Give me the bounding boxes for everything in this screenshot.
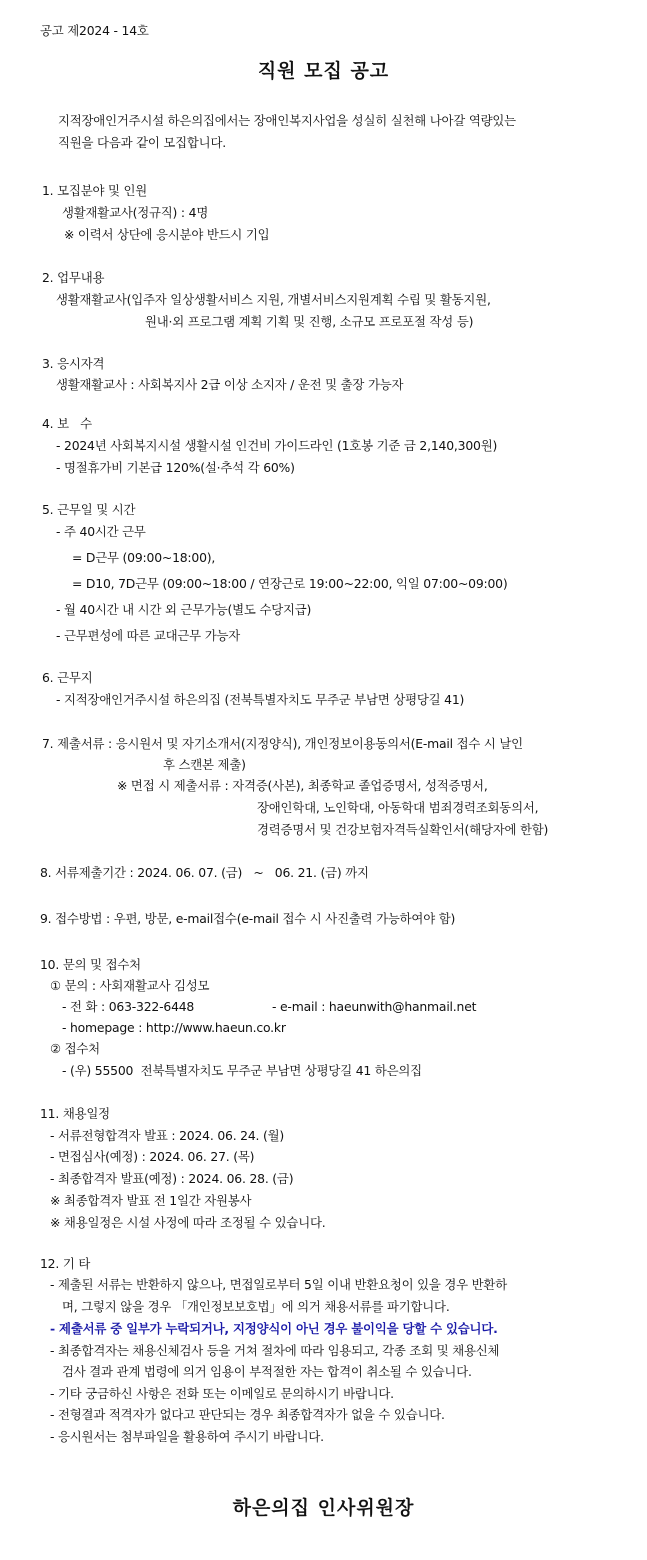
section-line: 후 스캔본 제출) <box>163 757 246 772</box>
section-heading: 11. 채용일정 <box>40 1106 110 1121</box>
section-line: - 근무편성에 따른 교대근무 가능자 <box>56 628 240 643</box>
section-heading: 3. 응시자격 <box>42 356 105 371</box>
section-line: - 기타 궁금하신 사항은 전화 또는 이메일로 문의하시기 바랍니다. <box>50 1386 394 1401</box>
section-heading: 7. 제출서류 : 응시원서 및 자기소개서(지정양식), 개인정보이용동의서(E-mail 접수 시 날인 <box>42 736 523 751</box>
notice-number: 공고 제2024 - 14호 <box>40 23 149 38</box>
section-heading: 2. 업무내용 <box>42 270 105 285</box>
section-line: - 전형결과 적격자가 없다고 판단되는 경우 최종합격자가 없을 수 있습니다. <box>50 1407 445 1422</box>
section-line: 생활재활교사(정규직) : 4명 <box>62 205 209 220</box>
section-line: 경력증명서 및 건강보험자격득실확인서(해당자에 한함) <box>257 822 549 837</box>
section-heading: 1. 모집분야 및 인원 <box>42 183 148 198</box>
section-heading: 4. 보 수 <box>42 416 92 431</box>
section-line: - 명절휴가비 기본급 120%(설·추석 각 60%) <box>56 460 295 475</box>
section-line: = D근무 (09:00~18:00), <box>72 550 216 565</box>
section-line: 검사 결과 관계 법령에 의거 임용이 부적절한 자는 합격이 취소될 수 있습니다. <box>62 1364 472 1379</box>
section-line: - homepage : http://www.haeun.co.kr <box>62 1020 286 1035</box>
section-line: - 서류전형합격자 발표 : 2024. 06. 24. (월) <box>50 1128 285 1143</box>
section-line: ① 문의 : 사회재활교사 김성모 <box>50 978 210 993</box>
section-line: 장애인학대, 노인학대, 아동학대 범죄경력조회동의서, <box>257 800 539 815</box>
section-line: ② 접수처 <box>50 1041 100 1056</box>
intro-line: 직원을 다음과 같이 모집합니다. <box>58 135 226 150</box>
section-line: 며, 그렇지 않을 경우 「개인정보보호법」에 의거 채용서류를 파기합니다. <box>62 1299 450 1314</box>
section-heading: 10. 문의 및 접수처 <box>40 957 141 972</box>
section-line: - 최종합격자 발표(예정) : 2024. 06. 28. (금) <box>50 1171 294 1186</box>
section-heading: 6. 근무지 <box>42 670 93 685</box>
email-line: - e-mail : haeunwith@hanmail.net <box>272 999 477 1014</box>
section-heading: 9. 접수방법 : 우편, 방문, e-mail접수(e-mail 접수 시 사진출력 가능하여야 함) <box>40 911 456 926</box>
section-line: 생활재활교사(입주자 일상생활서비스 지원, 개별서비스지원계획 수립 및 활동지원, <box>56 292 491 307</box>
section-line: ※ 면접 시 제출서류 : 자격증(사본), 최종학교 졸업증명서, 성적증명서, <box>117 778 488 793</box>
section-heading: 8. 서류제출기간 : 2024. 06. 07. (금) ~ 06. 21. (금) 까지 <box>40 865 369 880</box>
section-line: ※ 채용일정은 시설 사정에 따라 조정될 수 있습니다. <box>50 1215 326 1230</box>
section-line: - 최종합격자는 채용신체검사 등을 거쳐 절차에 따라 임용되고, 각종 조회 및 채용신체 <box>50 1343 500 1358</box>
section-line: - 월 40시간 내 시간 외 근무가능(별도 수당지급) <box>56 602 312 617</box>
section-line: - 2024년 사회복지시설 생활시설 인건비 가이드라인 (1호봉 기준 금 2,140,300원) <box>56 438 498 453</box>
section-line: - 주 40시간 근무 <box>56 524 146 539</box>
section-heading: 12. 기 타 <box>40 1256 91 1271</box>
highlight-line: - 제출서류 중 일부가 누락되거나, 지정양식이 아닌 경우 불이익을 당할 수 있습니다. <box>50 1321 498 1336</box>
section-line: - 제출된 서류는 반환하지 않으나, 면접일로부터 5일 이내 반환요청이 있을 경우 반환하 <box>50 1277 507 1292</box>
section-line: 생활재활교사 : 사회복지사 2급 이상 소지자 / 운전 및 출장 가능자 <box>56 377 404 392</box>
section-line: - (우) 55500 전북특별자치도 무주군 부남면 상평당길 41 하은의집 <box>62 1063 422 1078</box>
section-line: - 응시원서는 첨부파일을 활용하여 주시기 바랍니다. <box>50 1429 324 1444</box>
page-title: 직원 모집 공고 <box>257 60 390 82</box>
section-line: - 전 화 : 063-322-6448 <box>62 999 195 1014</box>
section-line: = D10, 7D근무 (09:00~18:00 / 연장근로 19:00~22:00, 익일 07:00~09:00) <box>72 576 508 591</box>
signature-title: 하은의집 인사위원장 <box>232 1497 415 1519</box>
section-line: - 지적장애인거주시설 하은의집 (전북특별자치도 무주군 부남면 상평당길 41) <box>56 692 465 707</box>
section-line: - 면접심사(예정) : 2024. 06. 27. (목) <box>50 1149 255 1164</box>
intro-line: 지적장애인거주시설 하은의집에서는 장애인복지사업을 성실히 실천해 나아갈 역량있는 <box>58 113 516 128</box>
section-line: 원내·외 프로그램 계획 기획 및 진행, 소규모 프로포절 작성 등) <box>145 314 474 329</box>
section-line: ※ 이력서 상단에 응시분야 반드시 기입 <box>64 227 270 242</box>
section-heading: 5. 근무일 및 시간 <box>42 502 136 517</box>
section-line: ※ 최종합격자 발표 전 1일간 자원봉사 <box>50 1193 252 1208</box>
